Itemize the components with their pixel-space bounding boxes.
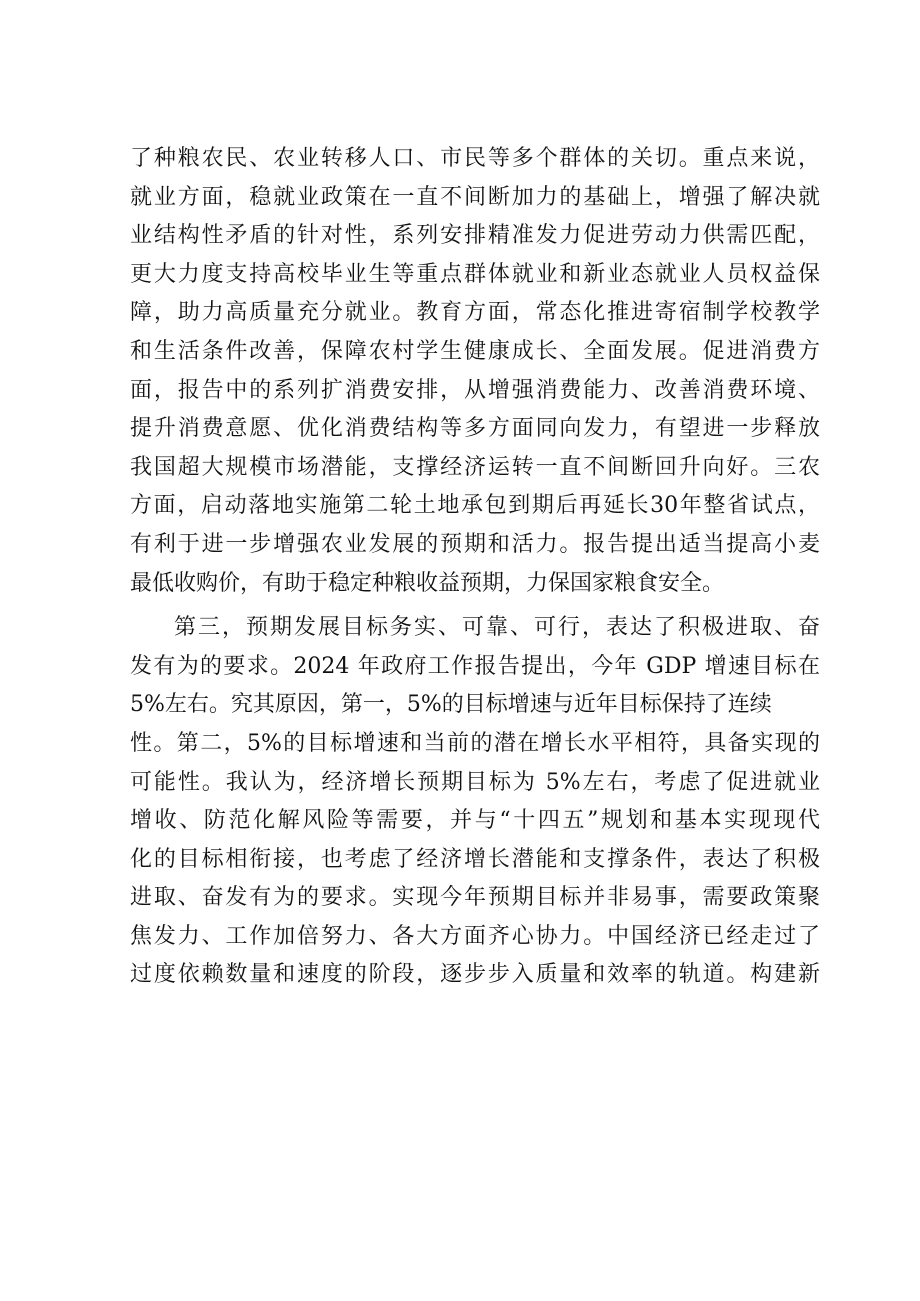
text-line: 就业方面，稳就业政策在一直不间断加力的基础上，增强了解决就 bbox=[130, 184, 820, 210]
text-line: 更大力度支持高校毕业生等重点群体就业和新业态就业人员权益保 bbox=[130, 261, 820, 287]
text-line: 提升消费意愿、优化消费结构等多方面同向发力，有望进一步释放 bbox=[130, 416, 820, 442]
text-line: 第三，预期发展目标务实、可靠、可行，表达了积极进取、奋 bbox=[174, 615, 820, 641]
text-line: 我国超大规模市场潜能，支撑经济运转一直不间断回升向好。三农 bbox=[130, 454, 820, 480]
text-line: 过度依赖数量和速度的阶段，逐步步入质量和效率的轨道。构建新 bbox=[130, 962, 820, 988]
text-line: 面，报告中的系列扩消费安排，从增强消费能力、改善消费环境、 bbox=[130, 377, 820, 403]
text-line: 方面，启动落地实施第二轮土地承包到期后再延长30年整省试点， bbox=[130, 493, 820, 519]
text-line: 进取、奋发有为的要求。实现今年预期目标并非易事，需要政策聚 bbox=[130, 885, 820, 911]
document-body bbox=[130, 140, 820, 995]
text-line: 焦发力、工作加倍努力、各大方面齐心协力。中国经济已经走过了 bbox=[130, 923, 820, 949]
text-line: 化的目标相衔接，也考虑了经济增长潜能和支撑条件，表达了积极 bbox=[130, 846, 820, 872]
text-line: 了种粮农民、农业转移人口、市民等多个群体的关切。重点来说， bbox=[130, 146, 820, 171]
text-line: 增收、防范化解风险等需要，并与“十四五”规划和基本实现现代 bbox=[130, 808, 820, 834]
text-line: 可能性。我认为，经济增长预期目标为 5%左右，考虑了促进就业 bbox=[130, 769, 820, 795]
text-line: 5%左右。究其原因，第一，5%的目标增速与近年目标保持了连续 bbox=[130, 692, 772, 718]
paragraph-2 bbox=[130, 609, 820, 995]
text-line: 和生活条件改善，保障农村学生健康成长、全面发展。促进消费方 bbox=[130, 338, 820, 364]
text-line: 业结构性矛盾的针对性，系列安排精准发力促进劳动力供需匹配， bbox=[130, 223, 820, 249]
text-line: 障，助力高质量充分就业。教育方面，常态化推进寄宿制学校教学 bbox=[130, 300, 820, 326]
text-line: 性。第二，5%的目标增速和当前的潜在增长水平相符，具备实现的 bbox=[130, 730, 820, 756]
paragraph-1 bbox=[130, 140, 820, 603]
text-line: 最低收购价，有助于稳定种粮收益预期，力保国家粮食安全。 bbox=[130, 570, 725, 596]
text-line: 有利于进一步增强农业发展的预期和活力。报告提出适当提高小麦 bbox=[130, 531, 820, 557]
text-line: 发有为的要求。2024 年政府工作报告提出，今年 GDP 增速目标在 bbox=[130, 653, 820, 679]
